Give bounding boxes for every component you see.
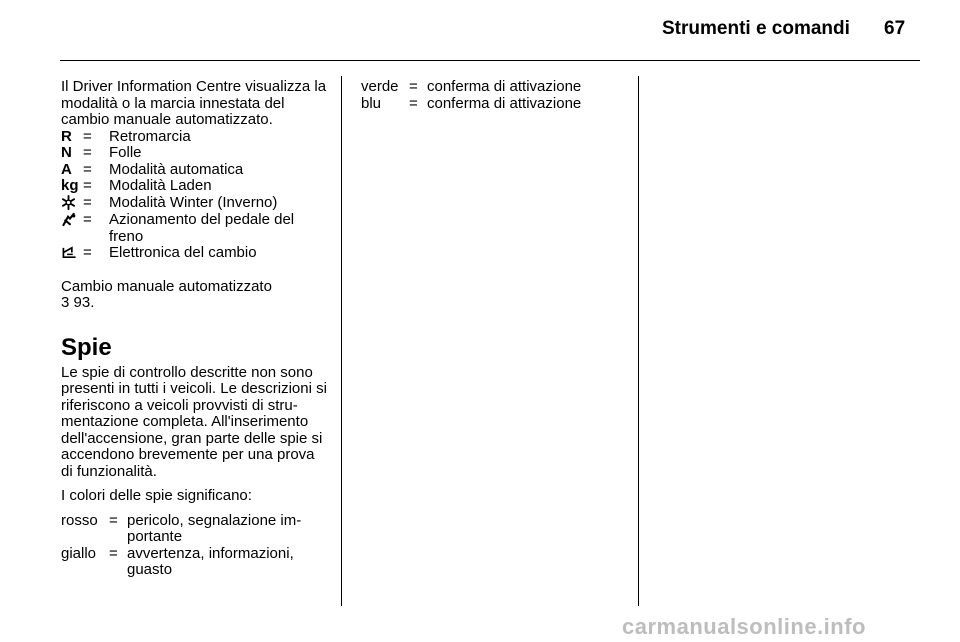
symbol-kg: kg [61, 177, 79, 194]
intro-paragraph: Il Driver Information Centre visualizza la modalità o la marcia innestata del cambio manuale automatizzato. [61, 78, 327, 128]
symbol-row-gearbox [61, 245, 327, 263]
symbol-a: A [61, 160, 72, 178]
left-column [61, 79, 327, 579]
symbol-definition: Modalità automatica [109, 160, 244, 178]
symbol-definition: Azionamento del pedale del freno [109, 211, 295, 245]
symbol-definition: Modalità Winter (Inverno) [109, 193, 278, 211]
reference-text: Cambio manuale automatizzato [61, 277, 272, 295]
section-heading: Spie [61, 333, 112, 361]
equals-sign: = [109, 544, 118, 562]
symbol-definition: Retromarcia [109, 127, 191, 145]
foot-pedal-icon [61, 212, 83, 245]
snowflake-icon [61, 195, 83, 213]
color-name: giallo [61, 544, 97, 562]
equals-sign: = [83, 177, 92, 194]
symbol-row-winter [61, 195, 327, 213]
equals-sign: = [83, 160, 92, 178]
symbol-r: R [61, 127, 72, 145]
color-definition: conferma di attivazione [427, 94, 582, 112]
symbol-definition: Folle [109, 144, 142, 161]
color-name: rosso [61, 511, 98, 529]
color-row-green [361, 79, 627, 96]
equals-sign: = [83, 193, 92, 211]
page-number: 67 [884, 18, 906, 39]
reference-page: 93. [69, 294, 95, 311]
symbol-row-r [61, 129, 327, 146]
colors-intro: I colori delle spie significano: [61, 487, 252, 504]
symbol-row-brake [61, 212, 327, 245]
equals-sign: = [409, 78, 418, 95]
gearbox-electronics-icon [61, 245, 83, 263]
symbol-definition: Modalità Laden [109, 177, 212, 194]
color-name: verde [361, 78, 399, 95]
color-row-red [61, 513, 327, 546]
arrow-icon: 3 [61, 294, 70, 311]
symbol-row-n [61, 145, 327, 162]
equals-sign: = [109, 511, 118, 529]
color-row-yellow [61, 546, 327, 579]
section-body: Le spie di controllo descritte non sono presenti in tutti i veicoli. Le descrizioni si riferiscono a veicoli provvisti di stru-mentazione completa. All'inserimento dell'accensione, gran parte delle spie si accendono brevemente per una prova di funzionalità. [61, 363, 327, 480]
color-list [61, 513, 327, 579]
equals-sign: = [83, 211, 92, 228]
symbol-row-kg [61, 178, 327, 195]
reference-link[interactable] [61, 295, 327, 312]
page-title: Strumenti e comandi [662, 18, 850, 39]
equals-sign: = [409, 94, 418, 112]
symbol-row-a [61, 162, 327, 179]
color-row-blue [361, 96, 627, 113]
color-definition: avvertenza, informazioni, guasto [127, 544, 294, 578]
column-divider-right [638, 76, 639, 606]
symbol-n: N [61, 144, 72, 161]
color-definition: conferma di attivazione [427, 78, 582, 95]
color-definition: pericolo, segnalazione im-portante [127, 511, 302, 545]
column-divider-left [341, 76, 342, 606]
color-name: blu [361, 94, 382, 112]
equals-sign: = [83, 127, 92, 145]
symbol-definition: Elettronica del cambio [109, 244, 257, 261]
watermark: carmanualsonline.info [622, 614, 866, 639]
middle-column [361, 79, 627, 112]
equals-sign: = [83, 244, 92, 261]
header-rule [60, 60, 920, 61]
symbol-list [61, 129, 327, 263]
equals-sign: = [83, 144, 92, 161]
cross-reference [61, 279, 327, 312]
